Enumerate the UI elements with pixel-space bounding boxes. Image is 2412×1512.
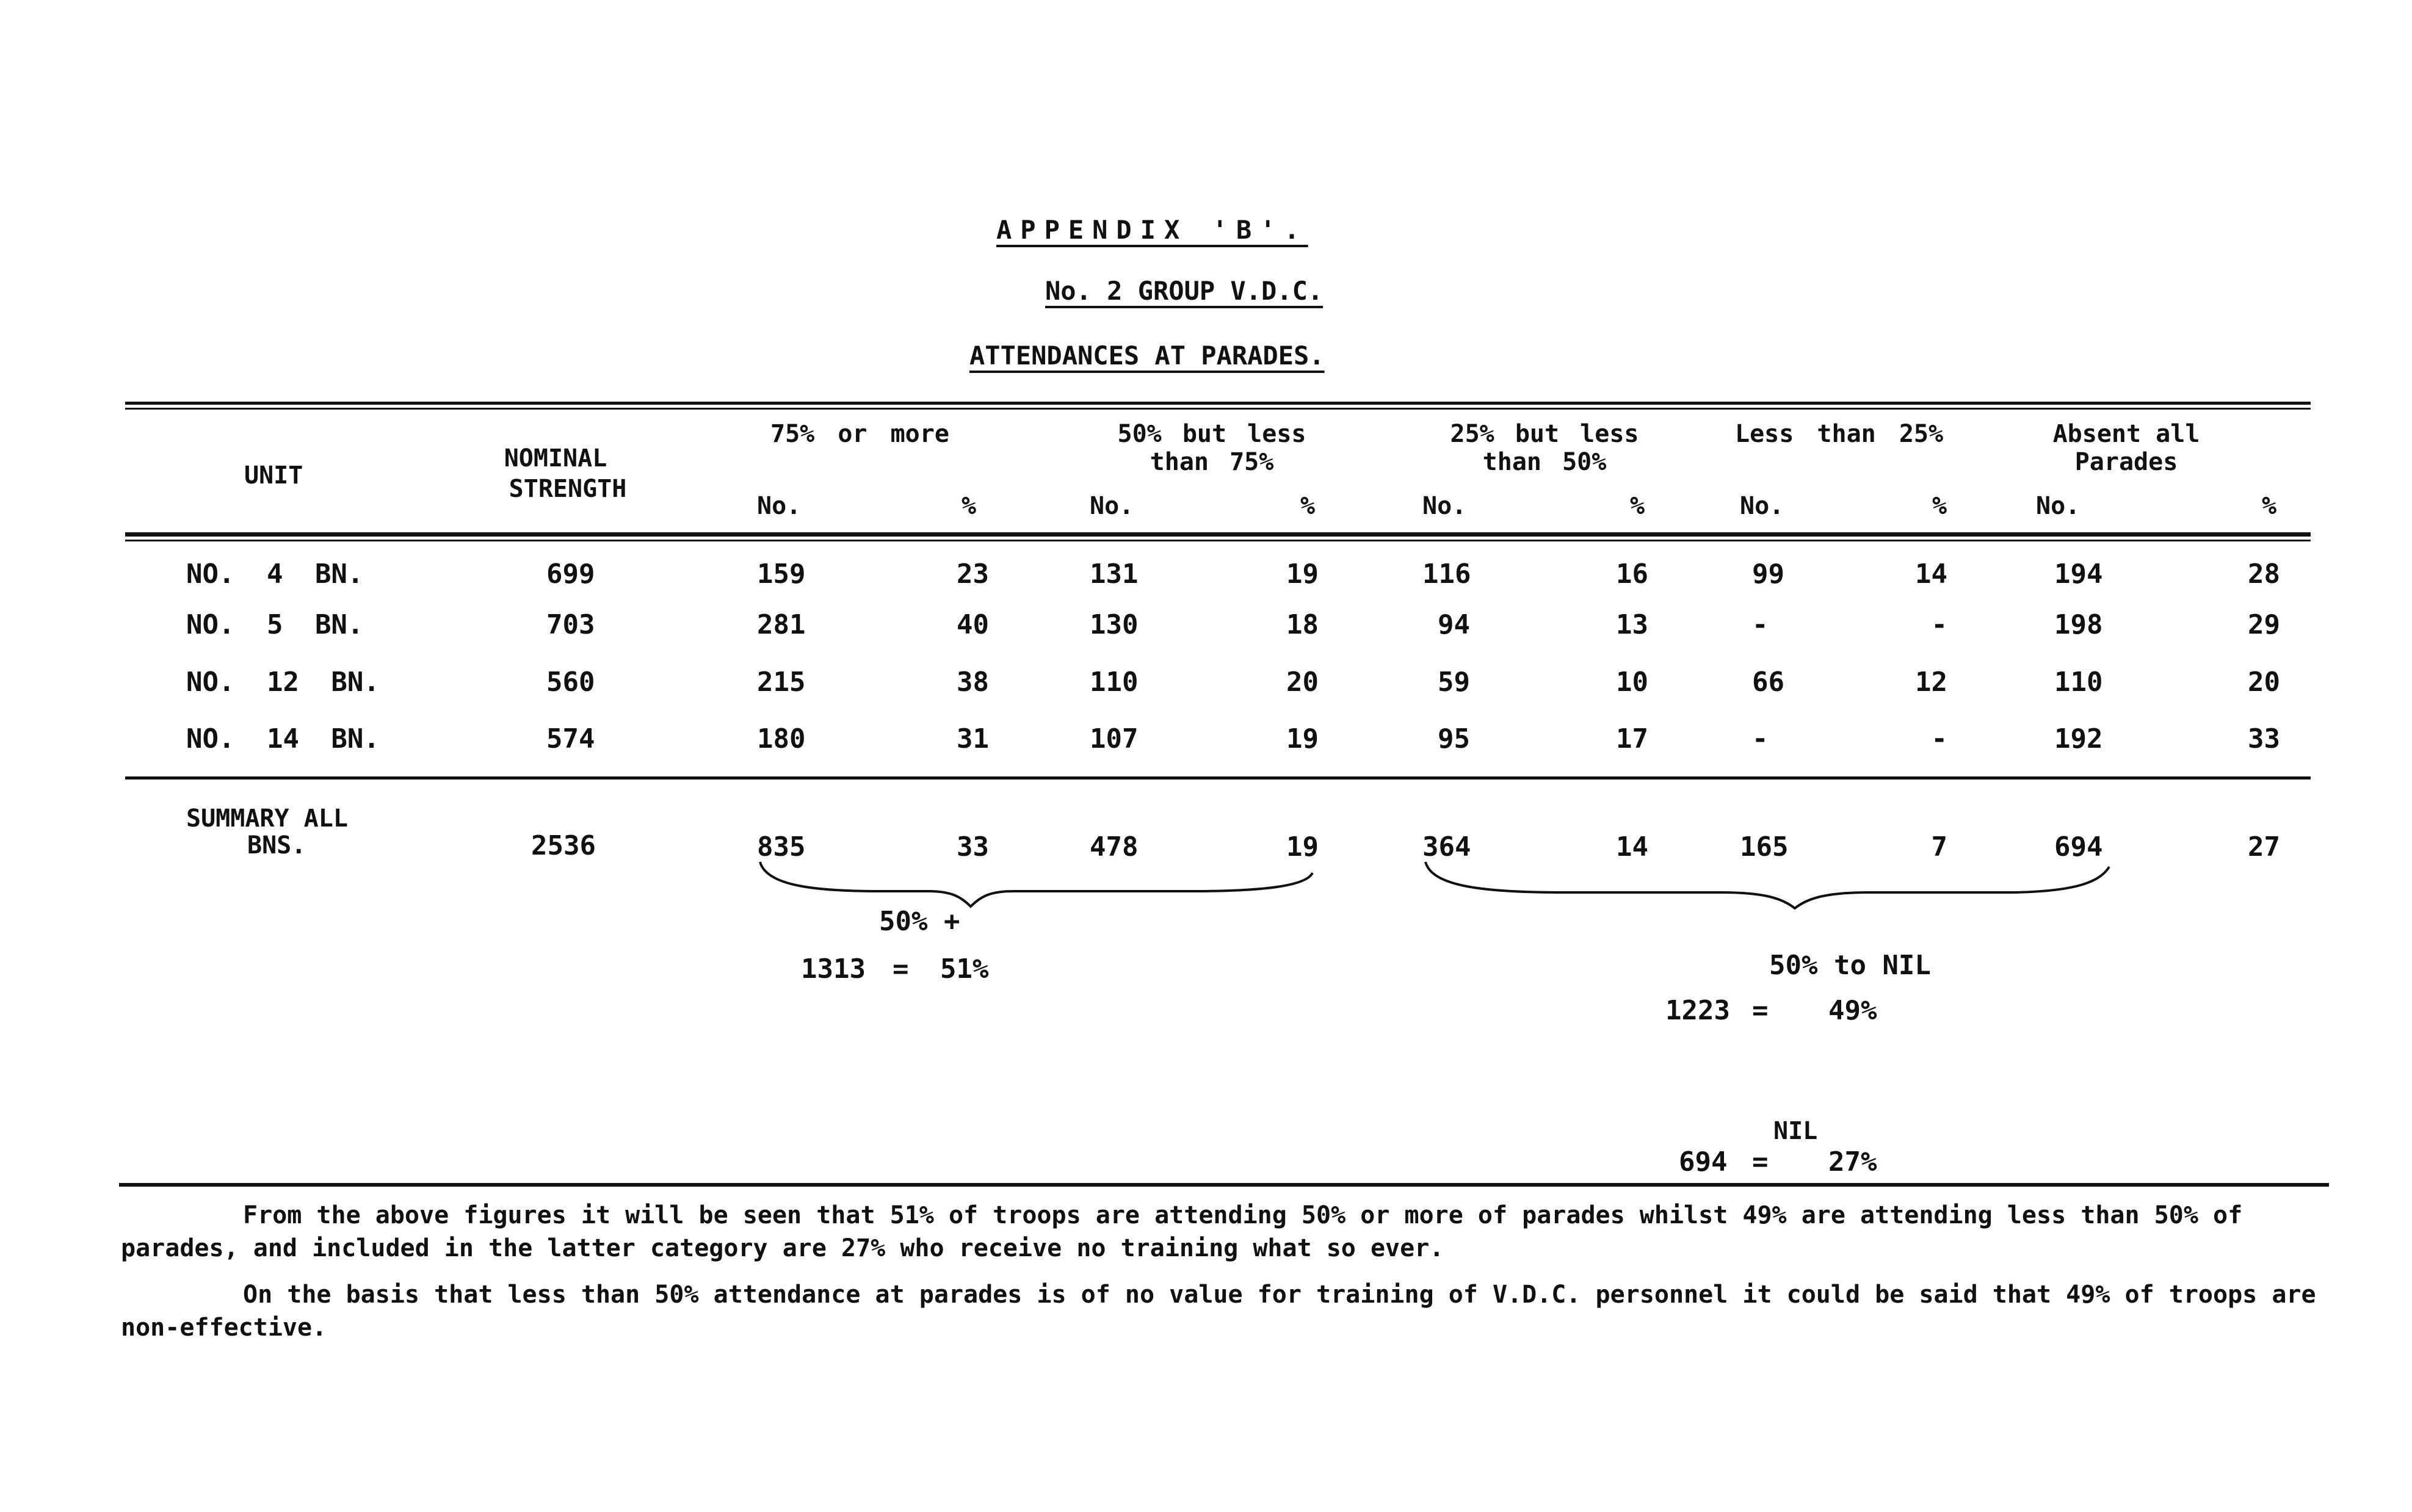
row-2-c50-pct: 18 <box>1286 609 1319 640</box>
row-2-unit: NO. 5 BN. <box>186 609 364 640</box>
left-bracket-equals: = <box>893 953 909 985</box>
right-bracket-equals: = <box>1752 995 1769 1026</box>
row-3-c75-no: 215 <box>757 667 806 698</box>
subheader-no-lt: No. <box>1740 492 1784 520</box>
row-1-c25-no: 116 <box>1422 559 1471 590</box>
header-nominal-2: STRENGTH <box>509 475 627 503</box>
summary-c25-no: 364 <box>1422 831 1471 863</box>
row-1-c75-pct: 23 <box>957 559 989 590</box>
subheader-no-abs: No. <box>2036 492 2081 520</box>
row-3-abs-pct: 20 <box>2248 667 2280 698</box>
summary-clt-no: 165 <box>1740 831 1789 863</box>
row-2-nominal: 703 <box>546 609 595 640</box>
summary-c50-pct: 19 <box>1286 831 1319 863</box>
row-3-clt-no: 66 <box>1752 667 1784 698</box>
summary-c75-no: 835 <box>757 831 806 863</box>
row-4-abs-no: 192 <box>2054 723 2103 754</box>
nil-pct: 27% <box>1828 1146 1877 1177</box>
row-1-abs-pct: 28 <box>2248 559 2280 590</box>
row-2-c25-pct: 13 <box>1616 609 1648 640</box>
row-2-c25-no: 94 <box>1438 609 1470 640</box>
row-1-c50-pct: 19 <box>1286 559 1319 590</box>
row-4-c75-pct: 31 <box>957 723 989 754</box>
row-1-nominal: 699 <box>546 559 595 590</box>
left-brace <box>760 862 1313 906</box>
left-bracket-total: 1313 <box>801 953 866 985</box>
row-4-unit: NO. 14 BN. <box>186 723 380 754</box>
summary-label-1: SUMMARY ALL <box>186 805 348 833</box>
row-1-clt-pct: 14 <box>1915 559 1947 590</box>
subheader-pct-abs: % <box>2262 492 2277 520</box>
subheader-pct-lt: % <box>1932 492 1947 520</box>
row-4-clt-no: - <box>1752 723 1769 754</box>
group-title: No. 2 GROUP V.D.C. <box>1045 276 1324 306</box>
row-3-clt-pct: 12 <box>1915 667 1947 698</box>
row-1-c50-no: 131 <box>1090 559 1139 590</box>
row-4-c25-no: 95 <box>1438 723 1470 754</box>
appendix-title: APPENDIX 'B'. <box>996 215 1308 245</box>
note-paragraph-2: On the basis that less than 50% attendance at parades is of no value for training of V.D.C. personnel it could be said that 49% of troops are non-effective. <box>121 1281 2316 1342</box>
right-bracket-pct: 49% <box>1828 995 1877 1026</box>
subheader-no-50: No. <box>1090 492 1134 520</box>
row-3-c75-pct: 38 <box>957 667 989 698</box>
header-unit: UNIT <box>244 461 303 490</box>
header-nominal-1: NOMINAL <box>504 444 607 472</box>
row-4-c25-pct: 17 <box>1616 723 1648 754</box>
header-group-25-50: 25% but less than 50% <box>1450 420 1639 476</box>
summary-clt-pct: 7 <box>1931 831 1947 863</box>
summary-abs-no: 694 <box>2054 831 2103 863</box>
subject-title: ATTENDANCES AT PARADES. <box>969 341 1325 371</box>
row-2-abs-no: 198 <box>2054 609 2103 640</box>
row-3-unit: NO. 12 BN. <box>186 667 380 698</box>
row-1-abs-no: 194 <box>2054 559 2103 590</box>
header-group-50-75: 50% but less than 75% <box>1117 420 1306 476</box>
row-4-nominal: 574 <box>546 723 595 754</box>
subheader-no-25: No. <box>1422 492 1467 520</box>
subheader-no-75: No. <box>757 492 802 520</box>
row-4-abs-pct: 33 <box>2248 723 2280 754</box>
summary-nominal: 2536 <box>531 830 596 861</box>
row-1-unit: NO. 4 BN. <box>186 559 364 590</box>
summary-abs-pct: 27 <box>2248 831 2280 863</box>
row-4-c50-pct: 19 <box>1286 723 1319 754</box>
row-4-c75-no: 180 <box>757 723 806 754</box>
subheader-pct-75: % <box>962 492 977 520</box>
row-2-abs-pct: 29 <box>2248 609 2280 640</box>
left-bracket-label: 50% + <box>879 906 960 937</box>
header-group-75-or-more: 75% or more <box>770 420 949 448</box>
subheader-pct-50: % <box>1300 492 1316 520</box>
row-1-c75-no: 159 <box>757 559 806 590</box>
row-1-clt-no: 99 <box>1752 559 1784 590</box>
row-3-c50-no: 110 <box>1090 667 1139 698</box>
summary-c75-pct: 33 <box>957 831 989 863</box>
right-bracket-label: 50% to NIL <box>1769 950 1931 981</box>
right-brace <box>1425 862 2109 908</box>
nil-label: NIL <box>1773 1117 1818 1145</box>
row-2-c75-pct: 40 <box>957 609 989 640</box>
summary-c50-no: 478 <box>1090 831 1139 863</box>
row-2-c75-no: 281 <box>757 609 806 640</box>
row-3-abs-no: 110 <box>2054 667 2103 698</box>
row-3-nominal: 560 <box>546 667 595 698</box>
header-group-less-25: Less than 25% <box>1735 420 1944 448</box>
left-bracket-pct: 51% <box>940 953 989 985</box>
summary-c25-pct: 14 <box>1616 831 1648 863</box>
row-1-c25-pct: 16 <box>1616 559 1648 590</box>
nil-equals: = <box>1752 1146 1769 1177</box>
row-3-c25-pct: 10 <box>1616 667 1648 698</box>
row-4-clt-pct: - <box>1931 723 1947 754</box>
bottom-rule <box>119 1183 2329 1187</box>
note-paragraph-1: From the above figures it will be seen that 51% of troops are attending 50% or more of parades whilst 49% are attending less than 50% of parades, and included in the latter category are 27% who receive no training what so ever. <box>121 1201 2243 1262</box>
row-2-clt-pct: - <box>1931 609 1947 640</box>
right-bracket-total: 1223 <box>1665 995 1730 1026</box>
row-3-c50-pct: 20 <box>1286 667 1319 698</box>
summary-label-2: BNS. <box>247 831 306 859</box>
subheader-pct-25: % <box>1630 492 1645 520</box>
nil-total: 694 <box>1679 1146 1728 1177</box>
header-group-absent: Absent all Parades <box>2052 420 2200 476</box>
row-2-c50-no: 130 <box>1090 609 1139 640</box>
row-2-clt-no: - <box>1752 609 1769 640</box>
row-3-c25-no: 59 <box>1438 667 1470 698</box>
row-4-c50-no: 107 <box>1090 723 1139 754</box>
